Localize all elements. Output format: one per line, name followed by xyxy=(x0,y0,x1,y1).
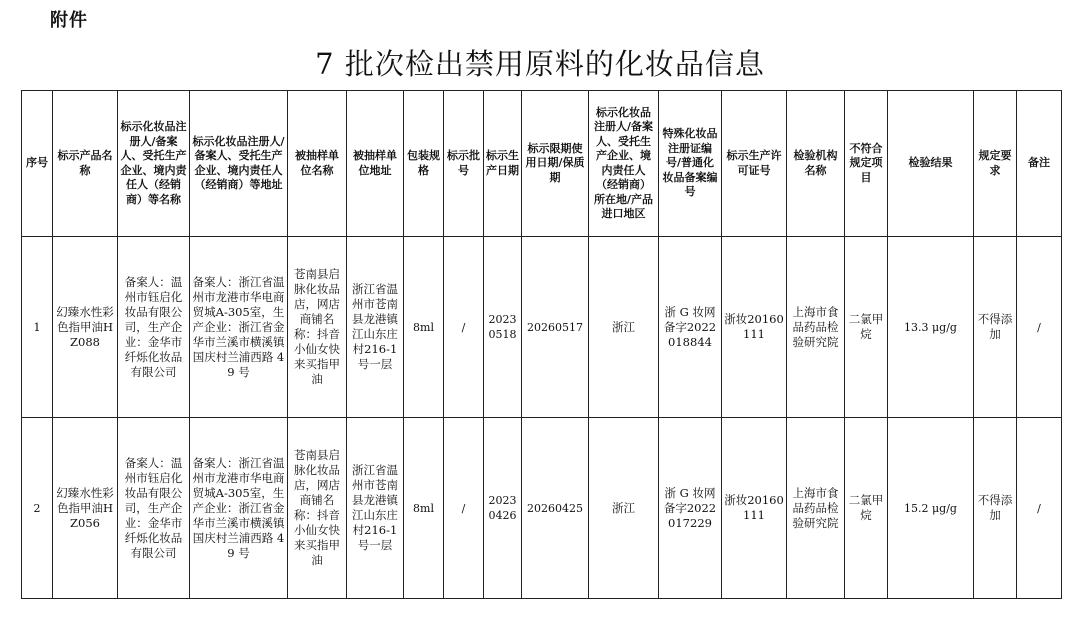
cell-product-name: 幻臻水性彩色指甲油HZ088 xyxy=(53,237,118,418)
cell-registrant-address: 备案人：浙江省温州市龙港市华电商贸城A-305室，生产企业：浙江省金华市兰溪市横溪镇国庆村兰浦西路 49 号 xyxy=(190,237,288,418)
cell-sampled-unit: 苍南县启脉化妆品店，网店商铺名称：抖音小仙女快来买指甲油 xyxy=(288,418,347,599)
cell-registrant-address: 备案人：浙江省温州市龙港市华电商贸城A-305室，生产企业：浙江省金华市兰溪市横溪镇国庆村兰浦西路 49 号 xyxy=(190,418,288,599)
cell-failed-item: 二氯甲烷 xyxy=(845,237,888,418)
col-header-filing-no: 特殊化妆品注册证编号/普通化妆品备案编号 xyxy=(659,91,722,237)
cell-batch-no: / xyxy=(444,418,484,599)
cell-package-spec: 8ml xyxy=(404,418,444,599)
col-header-lab: 检验机构名称 xyxy=(787,91,845,237)
cell-lab: 上海市食品药品检验研究院 xyxy=(787,237,845,418)
col-header-no: 序号 xyxy=(22,91,53,237)
cell-region: 浙江 xyxy=(589,418,659,599)
cell-lab: 上海市食品药品检验研究院 xyxy=(787,418,845,599)
cell-requirement: 不得添加 xyxy=(974,418,1017,599)
cell-package-spec: 8ml xyxy=(404,237,444,418)
col-header-sampled-unit: 被抽样单位名称 xyxy=(288,91,347,237)
cell-no: 2 xyxy=(22,418,53,599)
cell-registrant-name: 备案人：温州市钰启化妆品有限公司，生产企业：金华市纤烁化妆品有限公司 xyxy=(118,237,190,418)
attachment-label: 附件 xyxy=(50,10,88,31)
cell-filing-no: 浙 G 妆网备字2022017229 xyxy=(659,418,722,599)
col-header-note: 备注 xyxy=(1017,91,1062,237)
cell-requirement: 不得添加 xyxy=(974,237,1017,418)
cell-region: 浙江 xyxy=(589,237,659,418)
col-header-region: 标示化妆品注册人/备案人、受托生产企业、境内责任人（经销商）所在地/产品进口地区 xyxy=(589,91,659,237)
cell-product-name: 幻臻水性彩色指甲油HZ056 xyxy=(53,418,118,599)
col-header-sampled-address: 被抽样单位地址 xyxy=(347,91,404,237)
cell-license-no: 浙妆20160111 xyxy=(722,237,787,418)
table-row xyxy=(22,418,1062,599)
col-header-expiry: 标示限期使用日期/保质期 xyxy=(522,91,589,237)
cell-result: 15.2 μg/g xyxy=(888,418,974,599)
cell-expiry: 20260425 xyxy=(522,418,589,599)
document-title: 7 批次检出禁用原料的化妆品信息 xyxy=(315,47,765,81)
col-header-failed-item: 不符合规定项目 xyxy=(845,91,888,237)
cell-registrant-name: 备案人：温州市钰启化妆品有限公司，生产企业：金华市纤烁化妆品有限公司 xyxy=(118,418,190,599)
cell-no: 1 xyxy=(22,237,53,418)
cell-sampled-unit: 苍南县启脉化妆品店，网店商铺名称：抖音小仙女快来买指甲油 xyxy=(288,237,347,418)
cell-expiry: 20260517 xyxy=(522,237,589,418)
col-header-requirement: 规定要求 xyxy=(974,91,1017,237)
cell-note: / xyxy=(1017,237,1062,418)
cell-production-date: 20230426 xyxy=(484,418,522,599)
col-header-registrant-address: 标示化妆品注册人/备案人、受托生产企业、境内责任人（经销商）等地址 xyxy=(190,91,288,237)
cell-result: 13.3 μg/g xyxy=(888,237,974,418)
cell-sampled-address: 浙江省温州市苍南县龙港镇江山东庄村216-1号一层 xyxy=(347,237,404,418)
col-header-batch-no: 标示批号 xyxy=(444,91,484,237)
col-header-package-spec: 包装规格 xyxy=(404,91,444,237)
col-header-production-date: 标示生产日期 xyxy=(484,91,522,237)
cell-batch-no: / xyxy=(444,237,484,418)
col-header-license-no: 标示生产许可证号 xyxy=(722,91,787,237)
cell-license-no: 浙妆20160111 xyxy=(722,418,787,599)
cell-note: / xyxy=(1017,418,1062,599)
col-header-registrant-name: 标示化妆品注册人/备案人、受托生产企业、境内责任人（经销商）等名称 xyxy=(118,91,190,237)
col-header-product-name: 标示产品名称 xyxy=(53,91,118,237)
cell-sampled-address: 浙江省温州市苍南县龙港镇江山东庄村216-1号一层 xyxy=(347,418,404,599)
cell-failed-item: 二氯甲烷 xyxy=(845,418,888,599)
cell-filing-no: 浙 G 妆网备字2022018844 xyxy=(659,237,722,418)
col-header-result: 检验结果 xyxy=(888,91,974,237)
cosmetics-info-table xyxy=(21,90,1062,599)
table-row xyxy=(22,237,1062,418)
header-row xyxy=(22,91,1062,237)
cell-production-date: 20230518 xyxy=(484,237,522,418)
